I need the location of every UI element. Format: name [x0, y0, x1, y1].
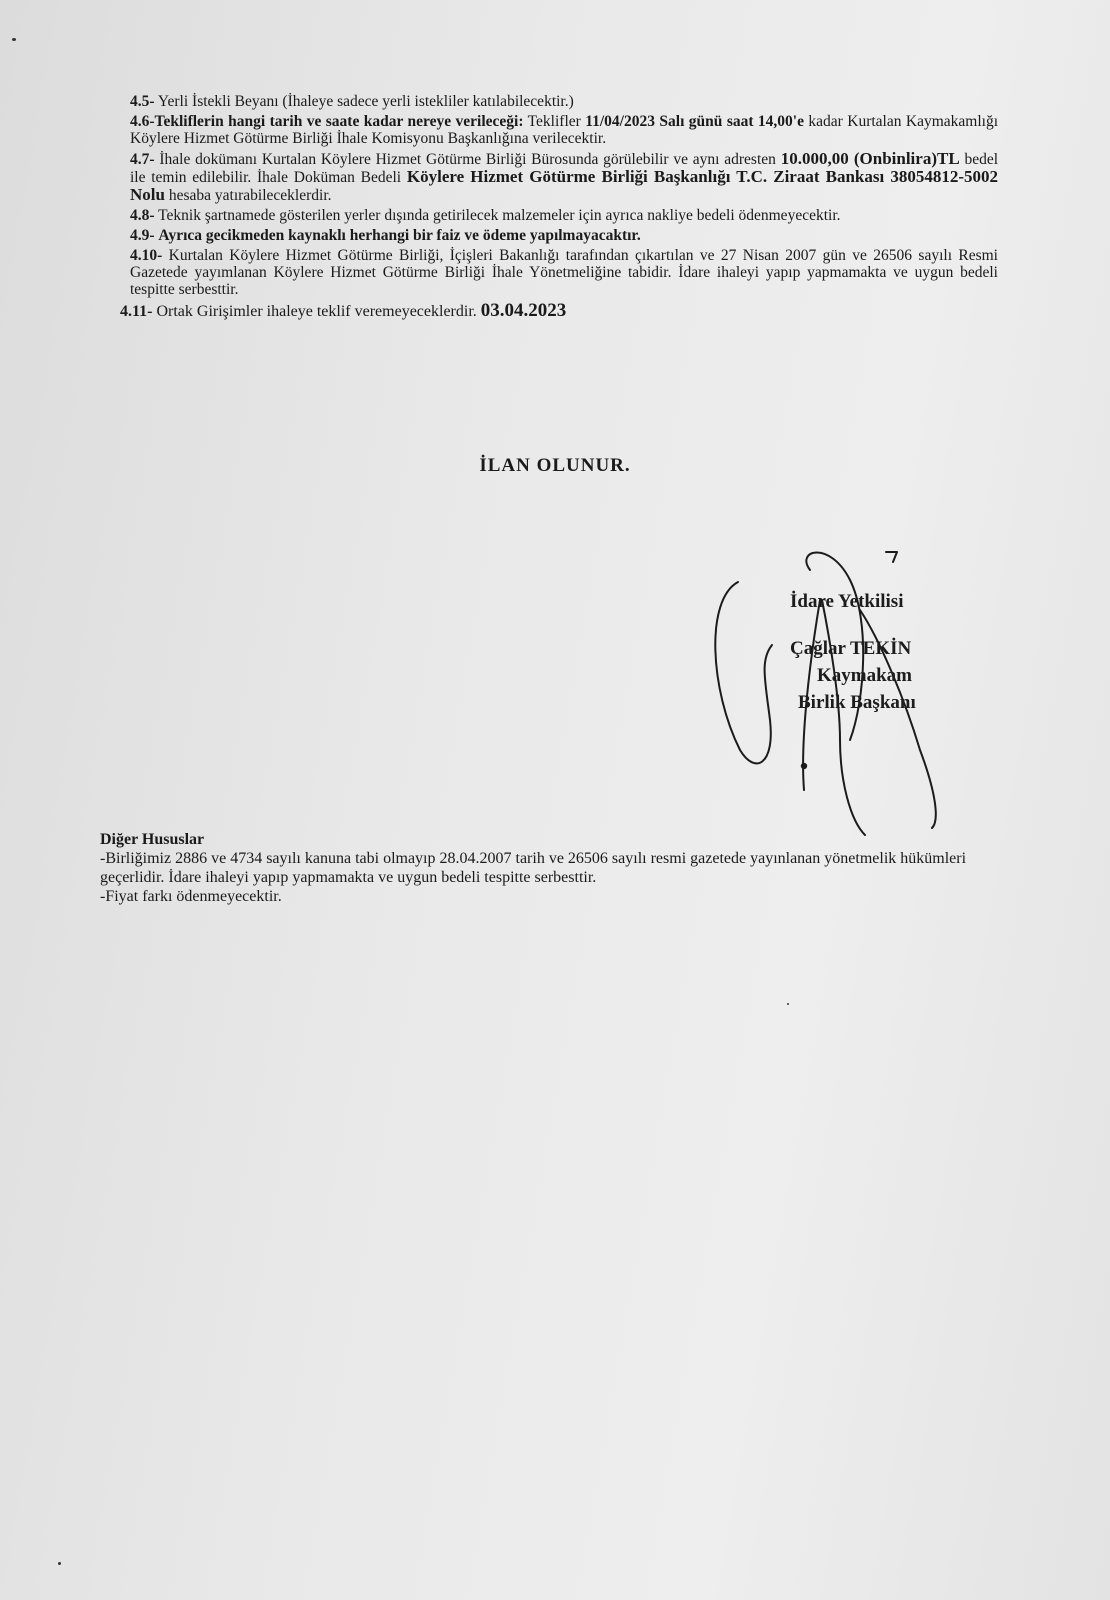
authority-role: Kaymakam — [817, 665, 912, 686]
clause-4-10 — [130, 247, 998, 298]
paper-speck — [787, 1003, 789, 1005]
clause-number: 4.10- — [130, 247, 163, 264]
clause-text: hesaba yatırabileceklerdir. — [168, 187, 332, 204]
bank-account: Köylere Hizmet Götürme Birliği Başkanlığı T.C. Ziraat Bankası 38054812-5002 Nolu — [130, 167, 999, 204]
authority-position: Birlik Başkanı — [798, 692, 916, 713]
clause-title: Tekliflerin hangi tarih ve saate kadar nereye verileceği: — [154, 113, 524, 130]
clause-text: İhale dokümanı Kurtalan Köylere Hizmet Götürme Birliği Bürosunda görülebilir ve aynı adresten — [159, 151, 776, 168]
document-date: 03.04.2023 — [480, 300, 567, 321]
clause-4-8 — [130, 207, 998, 224]
other-heading: Diğer Hususlar — [100, 831, 205, 848]
clause-text: Yerli İstekli Beyanı (İhaleye sadece yerli istekliler katılabilecektir.) — [157, 93, 574, 110]
clause-text: Kurtalan Köylere Hizmet Götürme Birliği, İçişleri Bakanlığı tarafından çıkartılan ve 27 Nisan 2007 gün ve 26506 sayılı Resmi Gazetede yayımlanan Köylere Hizmet Götürme Birliği İhale Yönetmeliğine tabidir. İdare ihaleyi yapıp yapmamakta ve uygun bedeli tespitte serbesttir. — [130, 247, 998, 298]
clause-text: kadar Kurtalan Kaymakamlığı Köylere Hizmet Götürme Birliği İhale Komisyonu Başkanlığına verilecektir. — [130, 113, 999, 147]
submission-deadline: 11/04/2023 Salı günü saat 14,00'e — [585, 113, 804, 130]
clause-number: 4.7- — [130, 151, 155, 168]
clause-number: 4.6- — [130, 113, 155, 130]
authority-name: Çağlar TEKİN — [790, 638, 912, 659]
clause-number: 4.9- — [130, 227, 155, 244]
clause-text: Teknik şartnamede gösterilen yerler dışında getirilecek malzemeler için ayrıca nakliye bedeli ödenmeyecektir. — [158, 207, 841, 224]
clause-text: Teklifler — [527, 113, 581, 130]
authority-title: İdare Yetkilisi — [790, 591, 904, 612]
clause-4-9 — [130, 227, 998, 244]
clause-4-11 — [120, 302, 998, 320]
other-matters — [100, 830, 1010, 906]
other-line: -Birliğimiz 2886 ve 4734 sayılı kanuna tabi olmayıp 28.04.2007 tarih ve 26506 sayılı resmi gazetede yayınlanan yönetmelik hükümleri geçerlidir. İdare ihaleyi yapıp yapmamakta ve uygun bedeli tespitte serbesttir. — [100, 850, 967, 886]
clause-4-5 — [130, 93, 998, 110]
clause-4-7 — [130, 150, 998, 204]
clause-text: bedel ile temin edilebilir. İhale Doküman Bedeli — [130, 151, 999, 186]
other-line: -Fiyat farkı ödenmeyecektir. — [100, 888, 282, 905]
document-fee: 10.000,00 (Onbinlira)TL — [780, 149, 960, 168]
announcement: İLAN OLUNUR. — [479, 455, 631, 476]
authority-block — [790, 588, 970, 716]
clause-4-6 — [130, 113, 998, 147]
clause-text: Ortak Girişimler ihaleye teklif veremeyeceklerdir. — [156, 303, 477, 320]
clause-number: 4.8- — [130, 207, 155, 224]
clause-number: 4.5- — [130, 93, 155, 110]
clause-number: 4.11- — [120, 303, 153, 320]
paper-speck — [12, 38, 16, 41]
clause-text: Ayrıca gecikmeden kaynaklı herhangi bir faiz ve ödeme yapılmayacaktır. — [158, 227, 641, 244]
tender-clauses — [120, 93, 999, 323]
paper-speck — [58, 1562, 61, 1565]
